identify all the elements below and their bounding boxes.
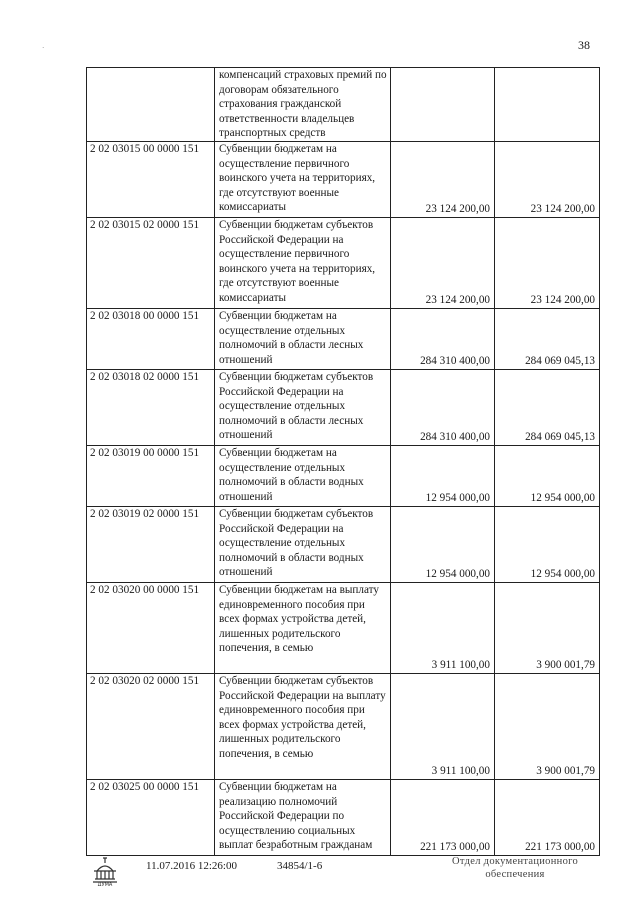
margin-mark: · (42, 44, 45, 52)
plan-amount-cell: 12 954 000,00 (391, 446, 495, 507)
table-row (87, 780, 600, 856)
description-cell: Субвенции бюджетам на реализацию полномочий Российской Федерации по осуществлению социальных выплат безработным гражданам (215, 780, 391, 856)
table-row (87, 446, 600, 507)
table-row (87, 583, 600, 674)
description-cell: компенсаций страховых премий по договорам обязательного страхования гражданской ответственности владельцев транспортных средств (215, 68, 391, 142)
table-row (87, 370, 600, 446)
description-cell: Субвенции бюджетам субъектов Российской Федерации на выплату единовременного пособия при всех формах устройства детей, лишенных родительского попечения, в семью (215, 674, 391, 780)
description-cell: Субвенции бюджетам на осуществление отдельных полномочий в области лесных отношений (215, 309, 391, 370)
table-row (87, 142, 600, 218)
budget-code-cell: 2 02 03020 00 0000 151 (87, 583, 215, 674)
description-cell: Субвенции бюджетам субъектов Российской Федерации на осуществление первичного воинского учета на территориях, где отсутствуют военные комиссариаты (215, 218, 391, 309)
actual-amount-cell: 3 900 001,79 (495, 674, 600, 780)
table-row (87, 674, 600, 780)
budget-code-cell: 2 02 03019 00 0000 151 (87, 446, 215, 507)
actual-amount-cell: 12 954 000,00 (495, 446, 600, 507)
table-row (87, 68, 600, 142)
table-row (87, 507, 600, 583)
budget-code-cell: 2 02 03018 02 0000 151 (87, 370, 215, 446)
actual-amount-cell: 23 124 200,00 (495, 142, 600, 218)
plan-amount-cell: 284 310 400,00 (391, 370, 495, 446)
actual-amount-cell: 3 900 001,79 (495, 583, 600, 674)
description-cell: Субвенции бюджетам субъектов Российской Федерации на осуществление отдельных полномочий в области лесных отношений (215, 370, 391, 446)
budget-code-cell: 2 02 03015 00 0000 151 (87, 142, 215, 218)
table-row (87, 309, 600, 370)
budget-code-cell: 2 02 03018 00 0000 151 (87, 309, 215, 370)
description-cell: Субвенции бюджетам на осуществление отдельных полномочий в области водных отношений (215, 446, 391, 507)
plan-amount-cell: 284 310 400,00 (391, 309, 495, 370)
plan-amount-cell: 221 173 000,00 (391, 780, 495, 856)
plan-amount-cell: 3 911 100,00 (391, 674, 495, 780)
plan-amount-cell: 23 124 200,00 (391, 218, 495, 309)
actual-amount-cell (495, 68, 600, 142)
registration-datetime: 11.07.2016 12:26:00 (146, 860, 237, 872)
stamp-line: Отдел документационного (451, 856, 579, 867)
plan-amount-cell: 3 911 100,00 (391, 583, 495, 674)
plan-amount-cell (391, 68, 495, 142)
actual-amount-cell: 221 173 000,00 (495, 780, 600, 856)
budget-table (86, 67, 600, 856)
actual-amount-cell: 23 124 200,00 (495, 218, 600, 309)
table-row (87, 218, 600, 309)
duma-emblem-icon (88, 852, 122, 886)
actual-amount-cell: 284 069 045,13 (495, 370, 600, 446)
svg-text:ДУМА: ДУМА (97, 882, 113, 886)
description-cell: Субвенции бюджетам на выплату единовременного пособия при всех формах устройства детей, лишенных родительского попечения, в семью (215, 583, 391, 674)
plan-amount-cell: 12 954 000,00 (391, 507, 495, 583)
budget-code-cell: 2 02 03025 00 0000 151 (87, 780, 215, 856)
document-number: 34854/1-6 (277, 860, 323, 872)
page-number: 38 (578, 38, 590, 52)
actual-amount-cell: 284 069 045,13 (495, 309, 600, 370)
plan-amount-cell: 23 124 200,00 (391, 142, 495, 218)
department-stamp (430, 855, 600, 881)
stamp-line: обеспечения (485, 869, 545, 880)
budget-code-cell: 2 02 03019 02 0000 151 (87, 507, 215, 583)
description-cell: Субвенции бюджетам на осуществление первичного воинского учета на территориях, где отсутствуют военные комиссариаты (215, 142, 391, 218)
budget-code-cell: 2 02 03015 02 0000 151 (87, 218, 215, 309)
budget-code-cell (87, 68, 215, 142)
budget-code-cell: 2 02 03020 02 0000 151 (87, 674, 215, 780)
actual-amount-cell: 12 954 000,00 (495, 507, 600, 583)
description-cell: Субвенции бюджетам субъектов Российской Федерации на осуществление отдельных полномочий в области водных отношений (215, 507, 391, 583)
